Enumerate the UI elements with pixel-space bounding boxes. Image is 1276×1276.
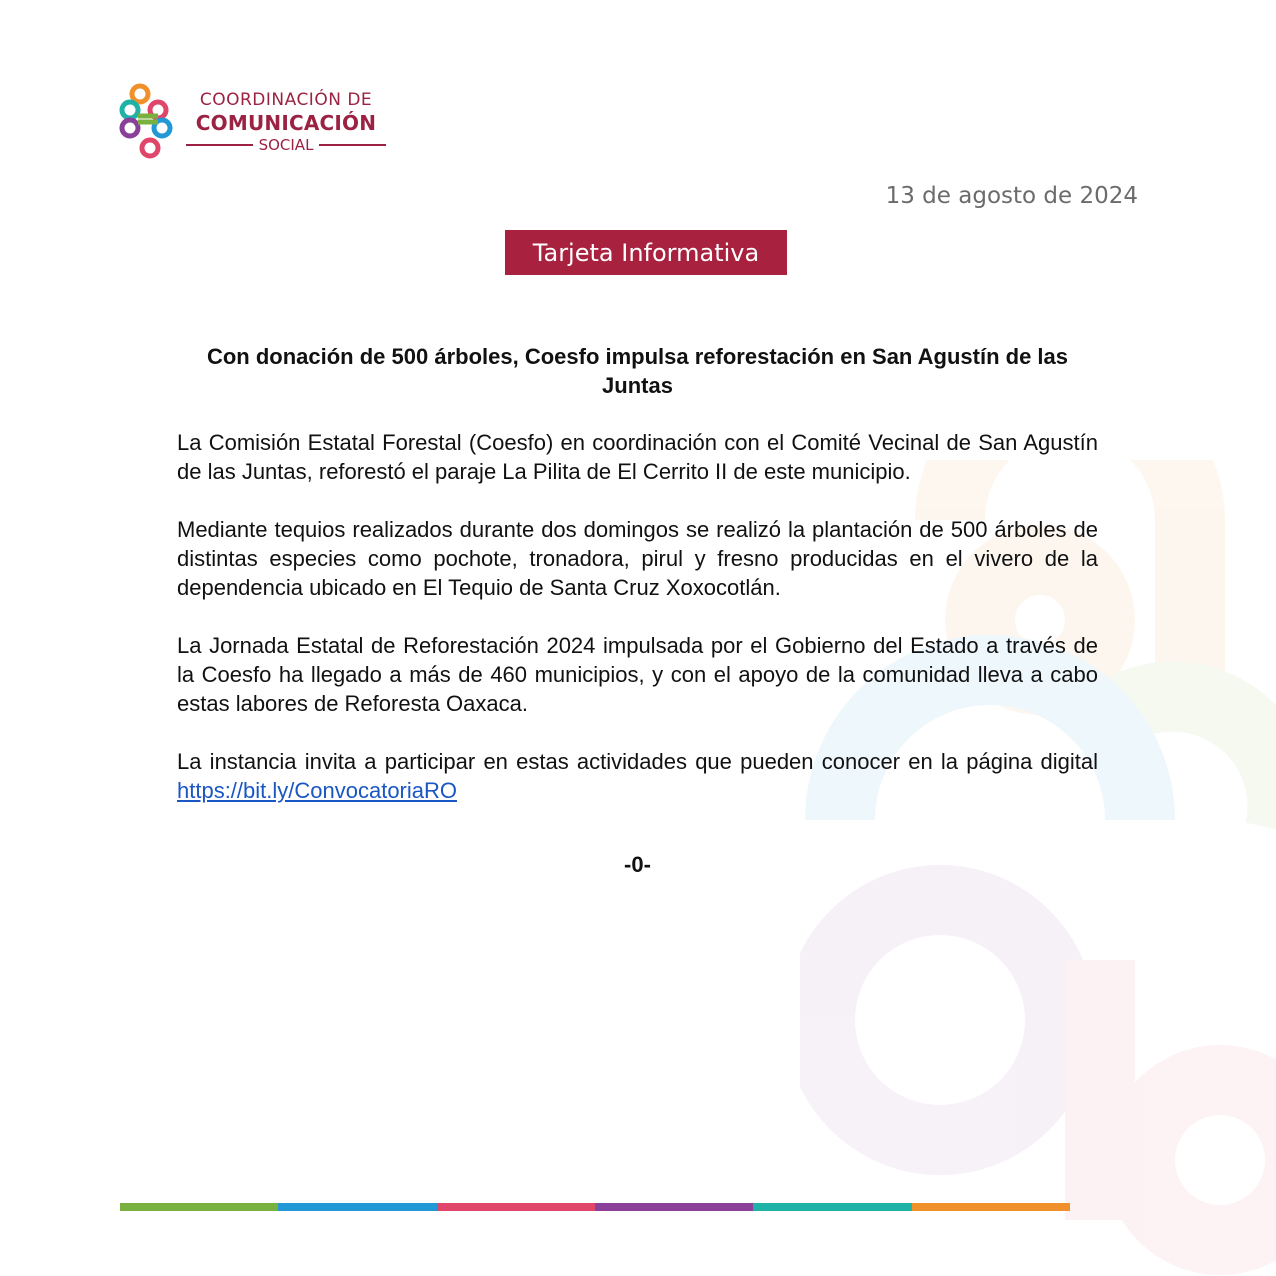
article-paragraph-2: Mediante tequios realizados durante dos domingos se realizó la plantación de 500 árboles de distintas especies como pochote, tronadora, pirul y fresno producidas en el vivero de la dependencia ubicado en El Tequio de Santa Cruz Xoxocotlán. bbox=[177, 517, 1098, 600]
footer-bar-segment bbox=[595, 1203, 753, 1211]
footer-bar-segment bbox=[437, 1203, 595, 1211]
footer-bar-segment bbox=[753, 1203, 911, 1211]
article-paragraph-1: La Comisión Estatal Forestal (Coesfo) en coordinación con el Comité Vecinal de San Agustín de las Juntas, reforestó el paraje La Pilita de El Cerrito II de este municipio. bbox=[177, 430, 1098, 484]
convocatoria-link[interactable]: https://bit.ly/ConvocatoriaRO bbox=[177, 778, 458, 803]
article-closing-mark: -0- bbox=[624, 852, 651, 877]
logo-line-1: COORDINACIÓN DE bbox=[199, 90, 373, 110]
logo-rule-right bbox=[319, 144, 386, 146]
footer-bar-segment bbox=[278, 1203, 436, 1211]
footer-color-bar bbox=[120, 1203, 1070, 1211]
article-body bbox=[177, 342, 1098, 878]
article-paragraph-4-text: La instancia invita a participar en estas actividades que pueden conocer en la página digital bbox=[177, 749, 1098, 774]
document-date: 13 de agosto de 2024 bbox=[885, 183, 1138, 209]
footer-bar-segment bbox=[912, 1203, 1070, 1211]
document-type-badge: Tarjeta Informativa bbox=[505, 230, 787, 275]
footer-bar-segment bbox=[120, 1203, 278, 1211]
article-paragraph-4 bbox=[177, 747, 1098, 805]
logo-knot-icon bbox=[118, 82, 178, 162]
article-paragraph-3: La Jornada Estatal de Reforestación 2024 impulsada por el Gobierno del Estado a través de la Coesfo ha llegado a más de 460 municipios, y con el apoyo de la comunidad lleva a cabo estas labores de Reforesta Oaxaca. bbox=[177, 633, 1098, 716]
logo-rule-left bbox=[186, 144, 253, 146]
coordinacion-logo bbox=[118, 82, 398, 164]
logo-line-3: SOCIAL bbox=[258, 136, 314, 154]
logo-line-2: COMUNICACIÓN bbox=[195, 111, 377, 135]
article-headline: Con donación de 500 árboles, Coesfo impulsa reforestación en San Agustín de las Juntas bbox=[206, 344, 1069, 398]
